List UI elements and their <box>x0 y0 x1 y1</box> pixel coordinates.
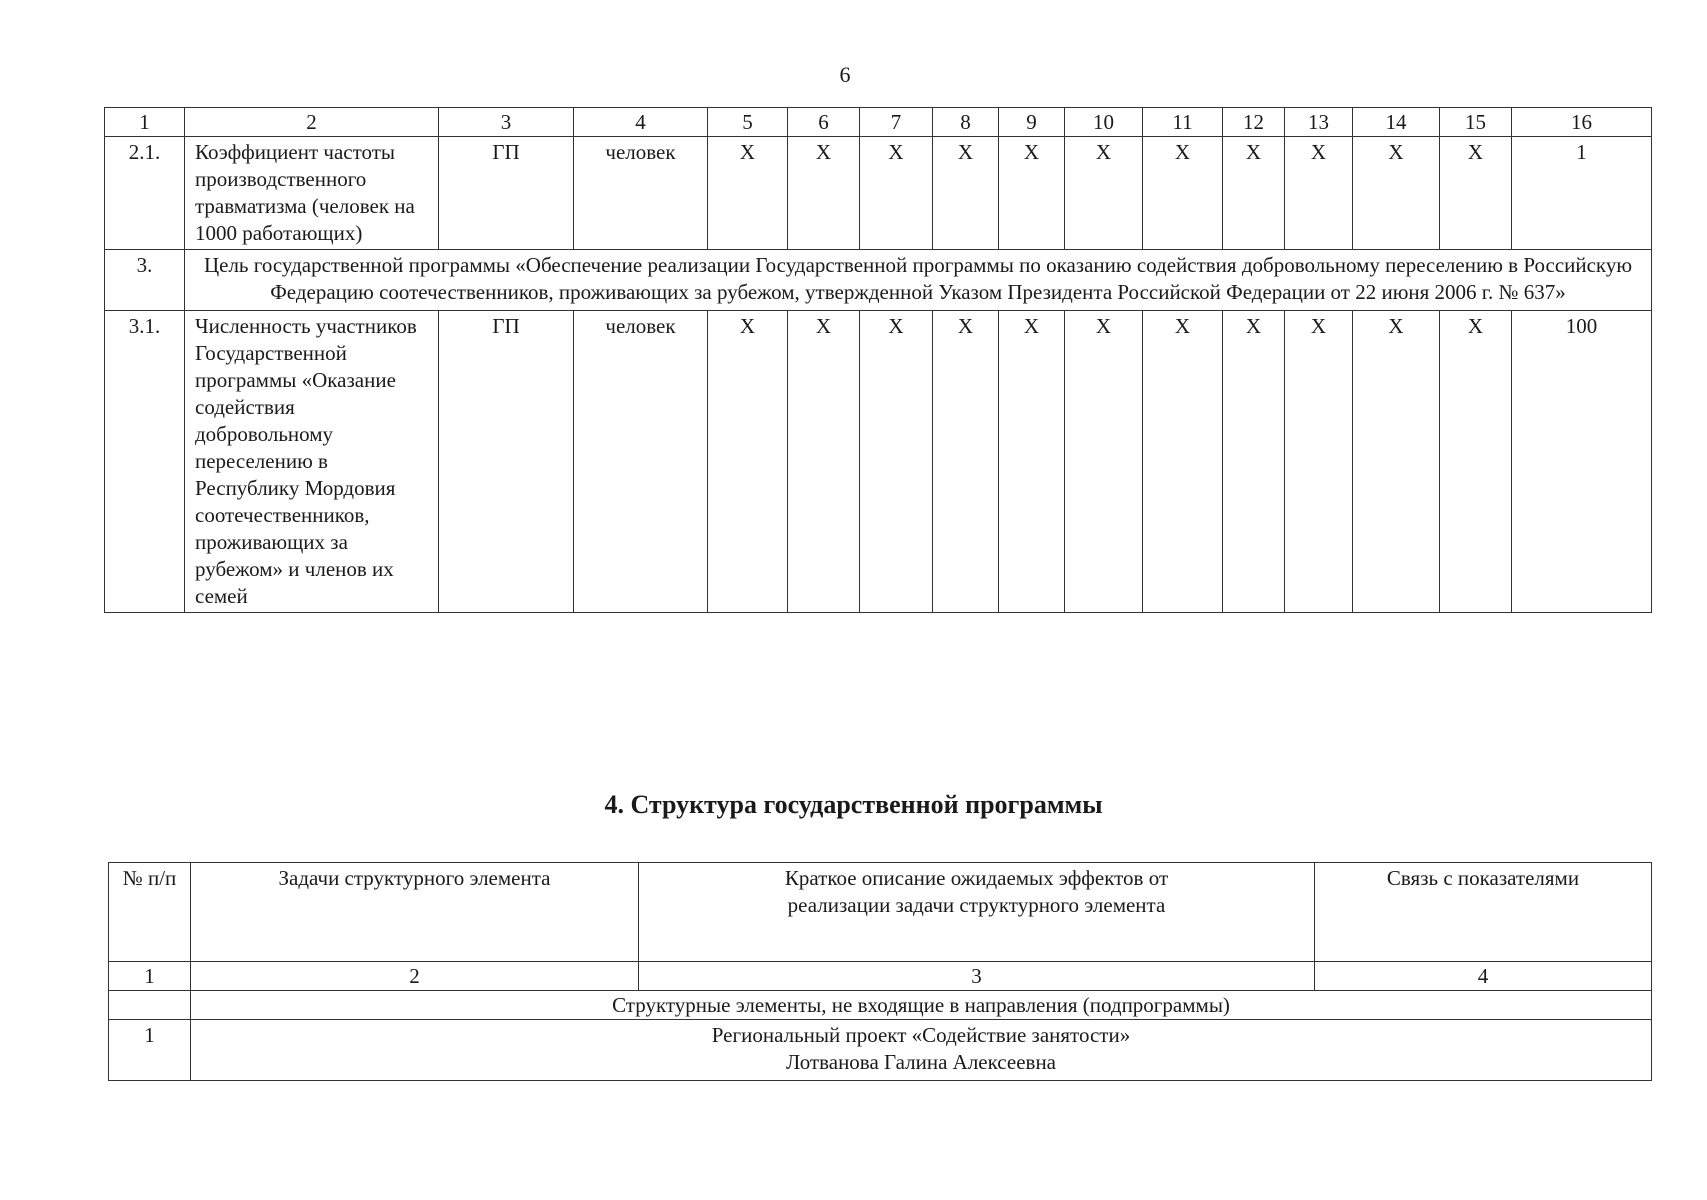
indicator-unit: человек <box>574 311 708 613</box>
column-number: 3 <box>639 962 1315 991</box>
column-number: 15 <box>1440 108 1512 137</box>
indicator-level: ГП <box>439 311 574 613</box>
indicator-value: X <box>708 137 788 250</box>
indicator-value: X <box>1440 311 1512 613</box>
indicator-value: X <box>860 137 933 250</box>
page-number: 6 <box>839 62 851 87</box>
indicator-value: X <box>1143 137 1223 250</box>
header-row <box>109 863 1652 962</box>
indicator-value: X <box>860 311 933 613</box>
indicator-name: Численность участников Государственной программы «Оказание содействия добровольному переселению в Республику Мордовия соотечественников, проживающих за рубежом» и членов их семей <box>185 311 439 613</box>
indicator-value: X <box>1065 137 1143 250</box>
indicator-value: X <box>1223 137 1285 250</box>
row-number: 1 <box>109 1020 191 1081</box>
group-title: Структурные элементы, не входящие в направления (подпрограммы) <box>191 991 1652 1020</box>
project-person: Лотванова Галина Алексеевна <box>785 1050 1057 1074</box>
indicator-name: Коэффициент частоты производственного травматизма (человек на 1000 работающих) <box>185 137 439 250</box>
column-number: 13 <box>1285 108 1353 137</box>
column-number: 14 <box>1353 108 1440 137</box>
section-title: 4. Структура государственной программы <box>604 790 1103 819</box>
column-number: 2 <box>191 962 639 991</box>
table-row <box>105 137 1652 250</box>
column-number: 4 <box>1315 962 1652 991</box>
column-number: 9 <box>999 108 1065 137</box>
project-title: Региональный проект «Содействие занятости» <box>711 1023 1131 1047</box>
row-number: 3.1. <box>105 311 185 613</box>
structure-table <box>108 862 1652 1081</box>
project-cell <box>191 1020 1652 1081</box>
column-number: 12 <box>1223 108 1285 137</box>
indicator-target: 1 <box>1512 137 1652 250</box>
indicator-target: 100 <box>1512 311 1652 613</box>
column-header: Краткое описание ожидаемых эффектов от реализации задачи структурного элемента <box>639 863 1315 962</box>
column-header: Связь с показателями <box>1315 863 1652 962</box>
goal-number: 3. <box>105 250 185 311</box>
goal-row <box>105 250 1652 311</box>
empty-cell <box>109 991 191 1020</box>
column-number: 2 <box>185 108 439 137</box>
group-row <box>109 991 1652 1020</box>
column-number: 7 <box>860 108 933 137</box>
column-number: 5 <box>708 108 788 137</box>
indicator-level: ГП <box>439 137 574 250</box>
indicator-value: X <box>933 137 999 250</box>
column-number: 10 <box>1065 108 1143 137</box>
column-number: 3 <box>439 108 574 137</box>
indicator-value: X <box>933 311 999 613</box>
column-number: 1 <box>109 962 191 991</box>
indicator-value: X <box>999 311 1065 613</box>
column-number-row <box>109 962 1652 991</box>
column-header: № п/п <box>109 863 191 962</box>
indicator-unit: человек <box>574 137 708 250</box>
column-number: 8 <box>933 108 999 137</box>
column-number-row <box>105 108 1652 137</box>
indicator-value: X <box>1353 311 1440 613</box>
row-number: 2.1. <box>105 137 185 250</box>
indicator-value: X <box>1143 311 1223 613</box>
column-number: 6 <box>788 108 860 137</box>
project-row <box>109 1020 1652 1081</box>
indicator-value: X <box>1285 311 1353 613</box>
indicator-value: X <box>1065 311 1143 613</box>
column-number: 1 <box>105 108 185 137</box>
column-header: Задачи структурного элемента <box>191 863 639 962</box>
indicator-value: X <box>708 311 788 613</box>
indicator-value: X <box>999 137 1065 250</box>
goal-text: Цель государственной программы «Обеспечение реализации Государственной программы по оказанию содействия добровольному переселению в Российскую Федерацию соотечественников, проживающих за рубежом, утвержденной Указом Президента Российской Федерации от 22 июня 2006 г. № 637» <box>185 250 1652 311</box>
column-number: 16 <box>1512 108 1652 137</box>
indicators-table <box>104 107 1652 613</box>
indicator-value: X <box>1285 137 1353 250</box>
indicator-value: X <box>1223 311 1285 613</box>
table-row <box>105 311 1652 613</box>
indicator-value: X <box>1440 137 1512 250</box>
column-number: 11 <box>1143 108 1223 137</box>
indicator-value: X <box>1353 137 1440 250</box>
indicator-value: X <box>788 137 860 250</box>
indicator-value: X <box>788 311 860 613</box>
column-number: 4 <box>574 108 708 137</box>
